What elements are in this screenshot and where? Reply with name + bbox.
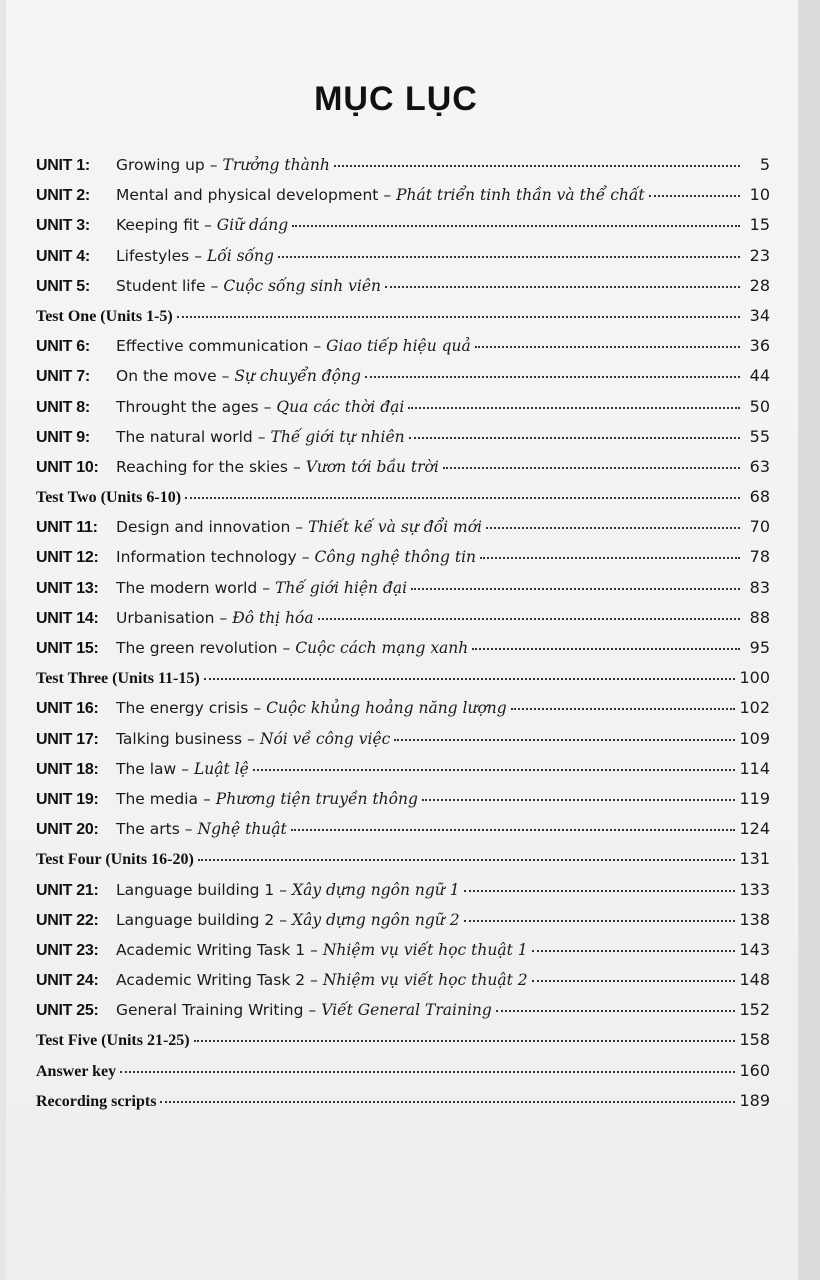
dot-leader bbox=[532, 962, 736, 982]
unit-number: UNIT 18: bbox=[36, 760, 99, 778]
vietnamese-title: Cuộc khủng hoảng năng lượng bbox=[266, 699, 507, 718]
title-separator: – bbox=[221, 367, 230, 386]
english-title: Academic Writing Task 2 bbox=[116, 971, 306, 990]
toc-unit-entry bbox=[36, 754, 770, 784]
dot-leader bbox=[204, 660, 736, 680]
page-number: 63 bbox=[749, 456, 770, 476]
toc-unit-entry bbox=[36, 935, 770, 965]
page-number: 160 bbox=[739, 1060, 770, 1080]
dot-leader bbox=[511, 690, 736, 710]
unit-number: UNIT 9: bbox=[36, 428, 90, 446]
dot-leader bbox=[198, 841, 736, 861]
vietnamese-title: Vươn tới bầu trời bbox=[305, 457, 439, 476]
vietnamese-title: Cuộc sống sinh viên bbox=[223, 276, 382, 295]
english-title: Throught the ages bbox=[116, 397, 259, 416]
unit-number: UNIT 7: bbox=[36, 368, 90, 386]
title-separator: – bbox=[279, 910, 288, 929]
page-number: 100 bbox=[739, 668, 770, 688]
dot-leader bbox=[394, 721, 735, 741]
unit-number: UNIT 6: bbox=[36, 338, 90, 356]
section-title: Test One (Units 1-5) bbox=[36, 307, 173, 325]
vietnamese-title: Thiết kế và sự đổi mới bbox=[308, 518, 482, 537]
unit-number: UNIT 5: bbox=[36, 277, 90, 295]
section-title: Test Five (Units 21-25) bbox=[36, 1032, 190, 1050]
toc-unit-entry bbox=[36, 331, 770, 361]
page-number: 152 bbox=[739, 1000, 770, 1020]
toc-unit-entry bbox=[36, 905, 770, 935]
page-number: 138 bbox=[739, 909, 770, 929]
english-title: The energy crisis bbox=[116, 699, 249, 718]
toc-unit-entry bbox=[36, 603, 770, 633]
dot-leader bbox=[194, 1022, 736, 1042]
unit-number: UNIT 14: bbox=[36, 609, 99, 627]
title-separator: – bbox=[204, 216, 212, 235]
title-separator: – bbox=[313, 337, 322, 356]
toc-section-entry bbox=[36, 663, 770, 693]
page-number: 83 bbox=[749, 577, 770, 597]
dot-leader bbox=[318, 600, 740, 620]
toc-unit-entry bbox=[36, 633, 770, 663]
unit-number: UNIT 2: bbox=[36, 187, 90, 205]
unit-number: UNIT 11: bbox=[36, 519, 98, 537]
dot-leader bbox=[464, 872, 736, 892]
section-title: Test Four (Units 16-20) bbox=[36, 851, 194, 869]
toc-unit-entry bbox=[36, 542, 770, 572]
dot-leader bbox=[120, 1053, 735, 1073]
page-number: 15 bbox=[749, 215, 770, 235]
page-number: 50 bbox=[749, 396, 770, 416]
unit-number: UNIT 21: bbox=[36, 881, 99, 899]
title-separator: – bbox=[301, 548, 310, 567]
page-number: 44 bbox=[749, 366, 770, 386]
english-title: The natural world bbox=[116, 427, 253, 446]
dot-leader bbox=[496, 992, 736, 1012]
english-title: Urbanisation bbox=[116, 608, 215, 627]
page-number: 114 bbox=[739, 758, 770, 778]
english-title: Keeping fit bbox=[116, 216, 200, 235]
vietnamese-title: Trưởng thành bbox=[222, 156, 330, 174]
vietnamese-title: Qua các thời đại bbox=[276, 397, 405, 416]
unit-number: UNIT 17: bbox=[36, 730, 99, 748]
unit-number: UNIT 13: bbox=[36, 579, 99, 597]
toc-section-entry bbox=[36, 1056, 770, 1086]
vietnamese-title: Nhiệm vụ viết học thuật 2 bbox=[322, 971, 528, 990]
section-title: Test Three (Units 11-15) bbox=[36, 670, 200, 688]
unit-number: UNIT 8: bbox=[36, 398, 90, 416]
toc-unit-entry bbox=[36, 271, 770, 301]
title-separator: – bbox=[257, 427, 266, 446]
unit-number: UNIT 19: bbox=[36, 790, 99, 808]
page-number: 119 bbox=[739, 788, 770, 808]
page-title: MỤC LỤC bbox=[314, 80, 478, 118]
english-title: Growing up bbox=[116, 156, 205, 174]
vietnamese-title: Sự chuyển động bbox=[234, 367, 361, 386]
page-number: 55 bbox=[749, 426, 770, 446]
title-separator: – bbox=[310, 940, 318, 959]
page-edge bbox=[798, 0, 820, 1280]
dot-leader bbox=[422, 781, 736, 801]
english-title: The modern world bbox=[116, 578, 258, 597]
toc-unit-entry bbox=[36, 422, 770, 452]
toc-section-entry bbox=[36, 1025, 770, 1055]
page-number: 10 bbox=[749, 185, 770, 205]
page-number: 124 bbox=[739, 819, 770, 839]
title-separator: – bbox=[308, 1001, 317, 1020]
title-separator: – bbox=[282, 639, 291, 657]
dot-leader bbox=[486, 509, 740, 529]
toc-unit-entry bbox=[36, 452, 770, 482]
toc-section-entry bbox=[36, 1086, 770, 1116]
vietnamese-title: Công nghệ thông tin bbox=[314, 548, 477, 567]
toc-section-entry bbox=[36, 482, 770, 512]
english-title: Lifestyles bbox=[116, 246, 190, 265]
dot-leader bbox=[385, 268, 740, 288]
english-title: Language building 2 bbox=[116, 910, 275, 929]
page-number: 189 bbox=[739, 1090, 770, 1110]
section-title: Recording scripts bbox=[36, 1092, 157, 1110]
toc-section-entry bbox=[36, 844, 770, 874]
title-separator: – bbox=[181, 759, 189, 778]
dot-leader bbox=[649, 177, 740, 197]
title-separator: – bbox=[295, 518, 304, 537]
english-title: Reaching for the skies bbox=[116, 457, 288, 476]
english-title: Student life bbox=[116, 276, 206, 295]
dot-leader bbox=[443, 449, 740, 469]
page-number: 68 bbox=[749, 487, 770, 507]
page-number: 95 bbox=[749, 638, 770, 657]
title-separator: – bbox=[263, 397, 272, 416]
toc-unit-entry bbox=[36, 573, 770, 603]
title-separator: – bbox=[262, 578, 270, 597]
page-number: 28 bbox=[749, 275, 770, 295]
vietnamese-title: Lối sống bbox=[206, 246, 274, 265]
toc-unit-entry bbox=[36, 210, 770, 240]
page-number: 34 bbox=[749, 305, 770, 325]
english-title: Information technology bbox=[116, 548, 297, 567]
dot-leader bbox=[160, 1083, 735, 1103]
title-separator: – bbox=[219, 608, 228, 627]
unit-number: UNIT 24: bbox=[36, 972, 99, 990]
vietnamese-title: Giữ dáng bbox=[216, 216, 289, 235]
vietnamese-title: Phát triển tinh thần và thể chất bbox=[396, 186, 645, 205]
english-title: On the move bbox=[116, 367, 217, 386]
dot-leader bbox=[291, 811, 736, 831]
title-separator: – bbox=[292, 457, 301, 476]
vietnamese-title: Viết General Training bbox=[321, 1001, 492, 1020]
title-separator: – bbox=[279, 880, 288, 899]
title-separator: – bbox=[184, 820, 193, 839]
vietnamese-title: Xây dựng ngôn ngữ 2 bbox=[292, 910, 460, 929]
unit-number: UNIT 23: bbox=[36, 941, 99, 959]
toc-unit-entry bbox=[36, 392, 770, 422]
document-page bbox=[6, 0, 798, 1280]
dot-leader bbox=[185, 479, 740, 499]
dot-leader bbox=[177, 298, 740, 318]
page-number: 102 bbox=[739, 698, 770, 718]
title-separator: – bbox=[310, 971, 318, 990]
unit-number: UNIT 4: bbox=[36, 247, 90, 265]
english-title: Academic Writing Task 1 bbox=[116, 940, 306, 959]
dot-leader bbox=[334, 147, 740, 167]
dot-leader bbox=[292, 207, 740, 227]
unit-number: UNIT 10: bbox=[36, 458, 99, 476]
title-separator: – bbox=[253, 699, 262, 718]
title-separator: – bbox=[203, 789, 211, 808]
english-title: The law bbox=[116, 759, 177, 778]
toc-unit-entry bbox=[36, 150, 770, 180]
title-separator: – bbox=[247, 729, 255, 748]
page-number: 78 bbox=[749, 547, 770, 567]
english-title: Language building 1 bbox=[116, 880, 275, 899]
vietnamese-title: Nghệ thuật bbox=[197, 820, 287, 839]
title-separator: – bbox=[209, 156, 218, 174]
vietnamese-title: Phương tiện truyền thông bbox=[215, 789, 418, 808]
page-number: 88 bbox=[749, 607, 770, 627]
section-title: Test Two (Units 6-10) bbox=[36, 489, 182, 507]
toc-unit-entry bbox=[36, 241, 770, 271]
vietnamese-title: Giao tiếp hiệu quả bbox=[326, 337, 471, 356]
page-number: 109 bbox=[739, 728, 770, 748]
toc-unit-entry bbox=[36, 693, 770, 723]
page-number: 36 bbox=[749, 336, 770, 356]
table-of-contents bbox=[36, 150, 770, 1116]
page-number: 133 bbox=[739, 879, 770, 899]
english-title: Design and innovation bbox=[116, 518, 291, 537]
dot-leader bbox=[475, 328, 740, 348]
vietnamese-title: Nhiệm vụ viết học thuật 1 bbox=[322, 940, 528, 959]
vietnamese-title: Thế giới hiện đại bbox=[275, 578, 408, 597]
page-number: 5 bbox=[759, 155, 770, 174]
english-title: General Training Writing bbox=[116, 1001, 304, 1020]
dot-leader bbox=[365, 358, 740, 378]
vietnamese-title: Đô thị hóa bbox=[232, 608, 314, 627]
english-title: Mental and physical development bbox=[116, 186, 379, 205]
dot-leader bbox=[409, 419, 740, 439]
toc-unit-entry bbox=[36, 814, 770, 844]
unit-number: UNIT 16: bbox=[36, 700, 99, 718]
english-title: The green revolution bbox=[116, 639, 278, 657]
english-title: The arts bbox=[116, 820, 180, 839]
unit-number: UNIT 3: bbox=[36, 217, 90, 235]
vietnamese-title: Xây dựng ngôn ngữ 1 bbox=[292, 880, 460, 899]
unit-number: UNIT 20: bbox=[36, 821, 99, 839]
dot-leader bbox=[464, 902, 736, 922]
dot-leader bbox=[253, 751, 736, 771]
english-title: Effective communication bbox=[116, 337, 309, 356]
unit-number: UNIT 22: bbox=[36, 911, 99, 929]
page-number: 70 bbox=[749, 517, 770, 537]
dot-leader bbox=[472, 630, 740, 650]
section-title: Answer key bbox=[36, 1062, 117, 1080]
dot-leader bbox=[408, 389, 740, 409]
dot-leader bbox=[480, 539, 740, 559]
page-number: 158 bbox=[739, 1030, 770, 1050]
page-number: 143 bbox=[739, 939, 770, 959]
unit-number: UNIT 25: bbox=[36, 1002, 99, 1020]
english-title: Talking business bbox=[116, 729, 243, 748]
vietnamese-title: Thế giới tự nhiên bbox=[270, 427, 405, 446]
toc-unit-entry bbox=[36, 965, 770, 995]
toc-section-entry bbox=[36, 301, 770, 331]
toc-unit-entry bbox=[36, 784, 770, 814]
toc-unit-entry bbox=[36, 180, 770, 210]
page-number: 131 bbox=[739, 849, 770, 869]
vietnamese-title: Nói về công việc bbox=[259, 729, 391, 748]
dot-leader bbox=[411, 570, 740, 590]
vietnamese-title: Luật lệ bbox=[194, 759, 249, 778]
title-separator: – bbox=[210, 276, 219, 295]
toc-unit-entry bbox=[36, 361, 770, 391]
toc-unit-entry bbox=[36, 724, 770, 754]
english-title: The media bbox=[116, 789, 199, 808]
toc-unit-entry bbox=[36, 512, 770, 542]
dot-leader bbox=[278, 238, 740, 258]
vietnamese-title: Cuộc cách mạng xanh bbox=[295, 639, 469, 657]
dot-leader bbox=[532, 932, 736, 952]
toc-unit-entry bbox=[36, 995, 770, 1025]
page-number: 23 bbox=[749, 245, 770, 265]
unit-number: UNIT 15: bbox=[36, 640, 99, 657]
title-separator: – bbox=[383, 186, 392, 205]
unit-number: UNIT 12: bbox=[36, 549, 99, 567]
unit-number: UNIT 1: bbox=[36, 157, 90, 174]
title-separator: – bbox=[194, 246, 202, 265]
page-number: 148 bbox=[739, 970, 770, 990]
toc-unit-entry bbox=[36, 875, 770, 905]
